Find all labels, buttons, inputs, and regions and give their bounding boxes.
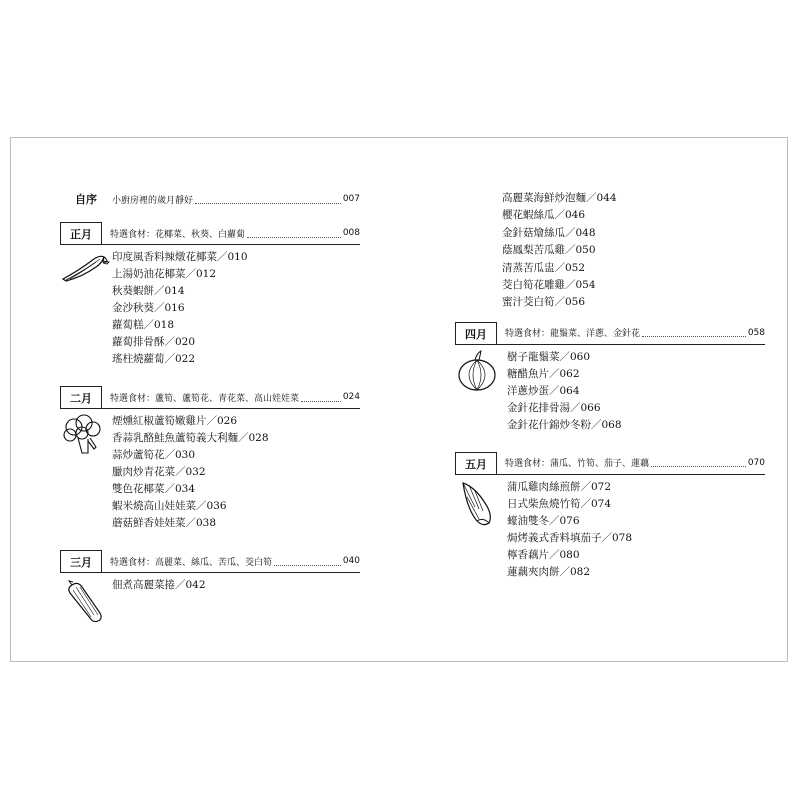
featured-ingredients-text: 特選食材：龍鬚菜、洋蔥、金針花 xyxy=(505,329,641,340)
section-page: 058 xyxy=(747,327,765,338)
onion-icon xyxy=(455,349,507,394)
recipe-entry[interactable]: 金針花什錦炒冬粉／068 xyxy=(507,418,622,431)
month-label: 三月 xyxy=(60,550,102,572)
featured-ingredients-text: 特選食材：花椰菜、秋葵、白蘿蔔 xyxy=(110,229,246,240)
okra-icon xyxy=(60,249,112,294)
month-body xyxy=(60,413,360,532)
recipe-entry[interactable]: 焗烤義式香料填茄子／078 xyxy=(507,531,633,544)
recipe-entry[interactable]: 香蒜乳酪鮭魚蘆筍義大利麵／028 xyxy=(112,432,269,444)
recipe-list xyxy=(112,413,269,532)
month-section xyxy=(455,322,765,434)
recipe-entry[interactable]: 蘿蔔排骨酥／020 xyxy=(112,336,196,348)
month-body xyxy=(455,479,765,581)
recipe-entry[interactable]: 蒲瓜雞肉絲煎餅／072 xyxy=(507,480,612,493)
recipe-entry[interactable]: 櫻花蝦絲瓜／046 xyxy=(502,209,586,222)
recipe-entry[interactable]: 蘑菇鮮香娃娃菜／038 xyxy=(112,517,217,529)
recipe-entry[interactable]: 秋葵蝦餅／014 xyxy=(112,285,185,297)
recipe-entry[interactable]: 雙色花椰菜／034 xyxy=(112,483,196,495)
featured-ingredients-text: 特選食材：高麗菜、絲瓜、苦瓜、茭白筍 xyxy=(110,557,273,568)
recipe-list xyxy=(507,349,622,434)
recipe-entry[interactable]: 蓮藕夾肉餅／082 xyxy=(507,565,591,578)
bamboo-shoot-icon xyxy=(455,479,507,524)
featured-ingredients xyxy=(110,391,360,404)
recipe-entry[interactable]: 蠔油雙冬／076 xyxy=(507,514,580,527)
recipe-entry[interactable]: 檸香藕片／080 xyxy=(507,548,580,561)
month-label: 二月 xyxy=(60,386,102,408)
month-section xyxy=(60,386,360,532)
dot-leader xyxy=(642,328,746,337)
preface-entry[interactable] xyxy=(60,190,360,208)
dot-leader xyxy=(651,458,746,467)
month-label: 五月 xyxy=(455,452,497,474)
recipe-entry[interactable]: 煙燻紅椒蘆筍嫩雞片／026 xyxy=(112,415,238,427)
recipe-entry[interactable]: 蒜炒蘆筍花／030 xyxy=(112,449,196,461)
month-body xyxy=(455,349,765,434)
recipe-entry[interactable]: 金沙秋葵／016 xyxy=(112,302,185,314)
recipe-entry[interactable]: 樹子龍鬚菜／060 xyxy=(507,350,591,363)
recipe-entry[interactable]: 高麗菜海鮮炒泡麵／044 xyxy=(502,192,617,204)
featured-ingredients xyxy=(505,326,765,339)
recipe-entry[interactable]: 臘肉炒青花菜／032 xyxy=(112,466,206,478)
preface-title: 小廚房裡的歲月靜好 xyxy=(112,195,194,206)
right-page-toc xyxy=(455,190,765,599)
featured-ingredients xyxy=(110,555,360,568)
continued-recipe-list xyxy=(502,190,765,312)
month-section xyxy=(60,222,360,368)
month-header[interactable] xyxy=(455,322,765,345)
month-header[interactable] xyxy=(60,550,360,573)
month-section xyxy=(455,452,765,581)
month-body xyxy=(60,249,360,368)
month-section xyxy=(60,550,360,622)
month-body xyxy=(60,577,360,622)
recipe-entry[interactable]: 蔭鳳梨苦瓜雞／050 xyxy=(502,244,596,257)
dot-leader xyxy=(301,393,341,402)
recipe-entry[interactable]: 清蒸苦瓜盅／052 xyxy=(502,261,586,274)
dot-leader xyxy=(195,195,341,204)
loofah-icon xyxy=(60,577,112,622)
recipe-entry[interactable]: 蘿蔔糕／018 xyxy=(112,319,175,331)
featured-ingredients-text: 特選食材：蒲瓜、竹筍、茄子、蓮藕 xyxy=(505,459,650,470)
recipe-entry[interactable]: 上湯奶油花椰菜／012 xyxy=(112,268,217,280)
month-label: 正月 xyxy=(60,222,102,244)
recipe-entry[interactable]: 蝦米燒高山娃娃菜／036 xyxy=(112,500,227,512)
recipe-entry[interactable]: 印度風香料辣燉花椰菜／010 xyxy=(112,251,248,263)
section-page: 040 xyxy=(342,556,360,566)
month-header[interactable] xyxy=(60,222,360,245)
recipe-list xyxy=(507,479,632,581)
left-page-toc xyxy=(60,190,360,640)
month-header[interactable] xyxy=(455,452,765,475)
recipe-entry[interactable]: 茭白筍花雕雞／054 xyxy=(502,279,596,292)
month-label: 四月 xyxy=(455,322,497,344)
recipe-entry[interactable]: 金針花排骨湯／066 xyxy=(507,401,601,414)
section-page: 024 xyxy=(342,392,360,402)
preface-page: 007 xyxy=(342,194,360,204)
preface-label: 自序 xyxy=(75,193,97,206)
recipe-entry[interactable]: 蜜汁茭白筍／056 xyxy=(502,296,586,309)
recipe-list xyxy=(112,249,248,368)
broccoli-icon xyxy=(60,413,112,458)
recipe-entry[interactable]: 佃煮高麗菜捲／042 xyxy=(112,579,206,591)
featured-ingredients xyxy=(110,227,360,240)
month-header[interactable] xyxy=(60,386,360,409)
recipe-entry[interactable]: 瑤柱燒蘿蔔／022 xyxy=(112,353,196,365)
recipe-entry[interactable]: 洋蔥炒蛋／064 xyxy=(507,384,580,397)
section-page: 008 xyxy=(342,228,360,238)
recipe-list xyxy=(112,577,206,622)
recipe-entry[interactable]: 金針菇燴絲瓜／048 xyxy=(502,226,596,239)
recipe-entry[interactable]: 糖醋魚片／062 xyxy=(507,367,580,380)
dot-leader xyxy=(247,229,341,238)
section-page: 070 xyxy=(747,457,765,468)
recipe-entry[interactable]: 日式柴魚燒竹筍／074 xyxy=(507,497,612,510)
featured-ingredients xyxy=(505,456,765,469)
dot-leader xyxy=(274,557,341,566)
featured-ingredients-text: 特選食材：蘆筍、蘆筍花、青花菜、高山娃娃菜 xyxy=(110,393,300,404)
